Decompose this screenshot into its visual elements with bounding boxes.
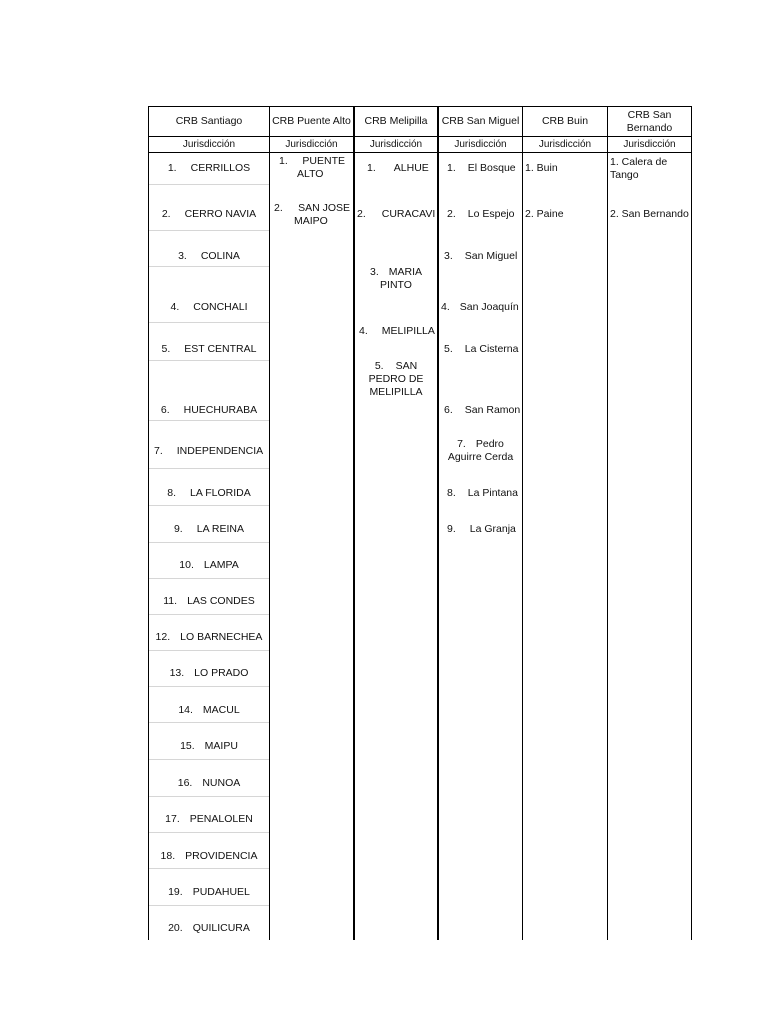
row-separator — [149, 578, 269, 579]
item-number: 10. — [179, 559, 194, 571]
item-name: MARIA — [388, 266, 423, 278]
item-number: 7. — [154, 445, 163, 457]
list-item — [149, 162, 269, 175]
list-item — [439, 438, 522, 464]
list-item — [447, 523, 521, 536]
item-name: LA FLORIDA — [190, 487, 251, 499]
item-number: 5. — [444, 343, 453, 355]
row-separator — [149, 650, 269, 651]
item-number: 8. — [167, 487, 177, 499]
item-number: 4. — [359, 325, 368, 337]
item-name-continued: ALTO — [297, 168, 324, 180]
item-number: 2. — [447, 208, 456, 220]
item-number: 2. — [274, 202, 283, 214]
column-header-san-miguel: CRB San Miguel — [441, 115, 520, 127]
list-item — [149, 523, 269, 536]
item-name: La Granja — [469, 523, 516, 535]
item-name: ALHUE — [393, 162, 429, 174]
list-item — [149, 404, 269, 417]
item-number: 1. — [167, 162, 177, 174]
item-number: 16. — [177, 777, 193, 789]
item-number: 5. — [161, 343, 171, 355]
column-subheader: Jurisdicción — [538, 138, 592, 150]
list-item — [441, 301, 521, 314]
header-line: Bernando — [626, 121, 673, 134]
row-separator — [149, 184, 269, 185]
row-separator — [149, 614, 269, 615]
item-number: 6. — [160, 404, 170, 416]
row-separator — [149, 759, 269, 760]
item-number: 12. — [155, 631, 171, 643]
item-name: COLINA — [200, 250, 240, 262]
item-name: MELIPILLA — [381, 325, 435, 337]
row-separator — [149, 322, 269, 323]
item-number: 9. — [447, 523, 456, 535]
column-divider — [269, 106, 270, 940]
column-divider — [353, 106, 355, 940]
item-number: 1. — [367, 162, 376, 174]
list-item — [149, 631, 269, 644]
item-name: MAIPU — [204, 740, 238, 752]
column-subheader: Jurisdicción — [285, 138, 338, 150]
row-separator — [149, 505, 269, 506]
list-item — [355, 360, 437, 399]
column-header-puente-alto: CRB Puente Alto — [272, 115, 351, 127]
item-name: PUDAHUEL — [192, 886, 250, 898]
item-number: 2. — [161, 208, 171, 220]
item-number: 18. — [160, 850, 176, 862]
row-separator — [149, 796, 269, 797]
column-divider — [437, 106, 439, 940]
item-number: 11. — [163, 595, 178, 607]
column-header-santiago: CRB Santiago — [175, 115, 243, 127]
list-item — [149, 208, 269, 221]
item-number: 15. — [180, 740, 195, 752]
item-name: NUNOA — [202, 777, 241, 789]
item-name: PROVIDENCIA — [185, 850, 258, 862]
item-name: HUECHURABA — [183, 404, 258, 416]
item-name: CURACAVI — [381, 208, 436, 220]
item-number: 3. — [178, 250, 187, 262]
column-subheader: Jurisdicción — [454, 138, 507, 150]
column-subheader: Jurisdicción — [623, 138, 676, 150]
list-item: 1. Buin — [525, 162, 558, 174]
item-number: 6. — [444, 404, 453, 416]
row-separator — [149, 542, 269, 543]
list-item — [149, 250, 269, 263]
item-number: 2. — [357, 208, 366, 220]
item-number: 4. — [170, 301, 180, 313]
item-number: 9. — [173, 523, 183, 535]
item-name: Lo Espejo — [467, 208, 515, 220]
row-separator — [149, 832, 269, 833]
item-number: 17. — [165, 813, 180, 825]
item-name: CERRO NAVIA — [184, 208, 257, 220]
item-number: 3. — [444, 250, 453, 262]
item-name: LO BARNECHEA — [180, 631, 263, 643]
list-item — [149, 777, 269, 790]
row-separator — [149, 266, 269, 267]
list-item — [359, 325, 437, 338]
item-name: San Miguel — [464, 250, 518, 262]
header-line: CRB San — [627, 108, 672, 121]
table-border-right — [691, 106, 692, 940]
list-item — [444, 343, 521, 356]
row-separator — [149, 905, 269, 906]
row-separator — [149, 468, 269, 469]
item-number: 1. — [279, 155, 288, 167]
item-number: 7. — [457, 438, 466, 450]
item-name: EST CENTRAL — [184, 343, 257, 355]
list-item — [149, 886, 269, 899]
list-item — [447, 487, 521, 500]
item-name: QUILICURA — [192, 922, 250, 934]
item-name-continued: PEDRO DE — [368, 373, 424, 385]
column-header-san-bernando — [608, 107, 691, 136]
column-header-melipilla: CRB Melipilla — [364, 115, 428, 127]
item-name: MACUL — [202, 704, 240, 716]
item-number: 3. — [369, 266, 379, 278]
list-item — [149, 343, 269, 356]
item-name: El Bosque — [467, 162, 516, 174]
item-number: 19. — [168, 886, 183, 898]
item-name: LAMPA — [203, 559, 239, 571]
item-text: 1. Calera de — [610, 156, 668, 168]
item-number: 8. — [447, 487, 456, 499]
row-separator — [149, 722, 269, 723]
item-name: San Joaquín — [459, 301, 519, 313]
column-subheader: Jurisdicción — [369, 138, 423, 150]
list-item: 2. San Bernando — [610, 208, 689, 220]
list-item — [149, 559, 269, 572]
list-item — [149, 704, 269, 717]
item-number: 20. — [168, 922, 183, 934]
list-item — [444, 250, 521, 263]
list-item — [149, 740, 269, 753]
list-item — [149, 301, 269, 314]
item-name: La Cisterna — [464, 343, 519, 355]
row-separator — [149, 686, 269, 687]
subheader-divider — [148, 152, 692, 153]
item-name-continued: MAIPO — [294, 215, 328, 227]
list-item — [355, 266, 437, 292]
item-name: CERRILLOS — [190, 162, 251, 174]
item-name: LA REINA — [196, 523, 245, 535]
item-name: PUENTE — [302, 155, 345, 167]
list-item — [357, 208, 437, 221]
item-name: San Ramon — [464, 404, 521, 416]
list-item: 2. Paine — [525, 208, 564, 220]
list-item — [274, 202, 352, 228]
list-item — [149, 850, 269, 863]
item-name-continued: PINTO — [380, 279, 412, 291]
list-item — [149, 595, 269, 608]
column-subheader: Jurisdicción — [182, 138, 236, 150]
row-separator — [149, 360, 269, 361]
item-name: PENALOLEN — [189, 813, 253, 825]
list-item — [149, 922, 269, 935]
item-name: SAN JOSE — [298, 202, 350, 214]
item-name: INDEPENDENCIA — [176, 445, 264, 457]
item-name: LAS CONDES — [187, 595, 255, 607]
column-divider — [607, 106, 608, 940]
list-item — [367, 162, 435, 175]
item-name: CONCHALI — [193, 301, 248, 313]
row-separator — [149, 420, 269, 421]
list-item — [610, 156, 690, 182]
item-number: 1. — [447, 162, 456, 174]
item-number: 14. — [178, 704, 193, 716]
list-item — [154, 445, 269, 458]
item-name: Pedro — [475, 438, 504, 450]
list-item — [447, 208, 521, 221]
list-item — [149, 813, 269, 826]
item-name-continued: Aguirre Cerda — [447, 451, 514, 463]
list-item — [149, 487, 269, 500]
row-separator — [149, 230, 269, 231]
item-text-continued: Tango — [610, 169, 639, 181]
item-number: 13. — [169, 667, 185, 679]
item-name-continued: MELIPILLA — [369, 386, 423, 398]
list-item — [149, 667, 269, 680]
row-separator — [149, 868, 269, 869]
list-item — [444, 404, 521, 417]
column-header-buin: CRB Buin — [541, 115, 589, 127]
item-name: SAN — [395, 360, 418, 372]
column-divider — [522, 106, 523, 940]
item-name: La Pintana — [467, 487, 518, 499]
item-number: 5. — [374, 360, 384, 372]
list-item — [447, 162, 521, 175]
list-item — [279, 155, 351, 181]
item-name: LO PRADO — [194, 667, 249, 679]
item-number: 4. — [441, 301, 450, 313]
